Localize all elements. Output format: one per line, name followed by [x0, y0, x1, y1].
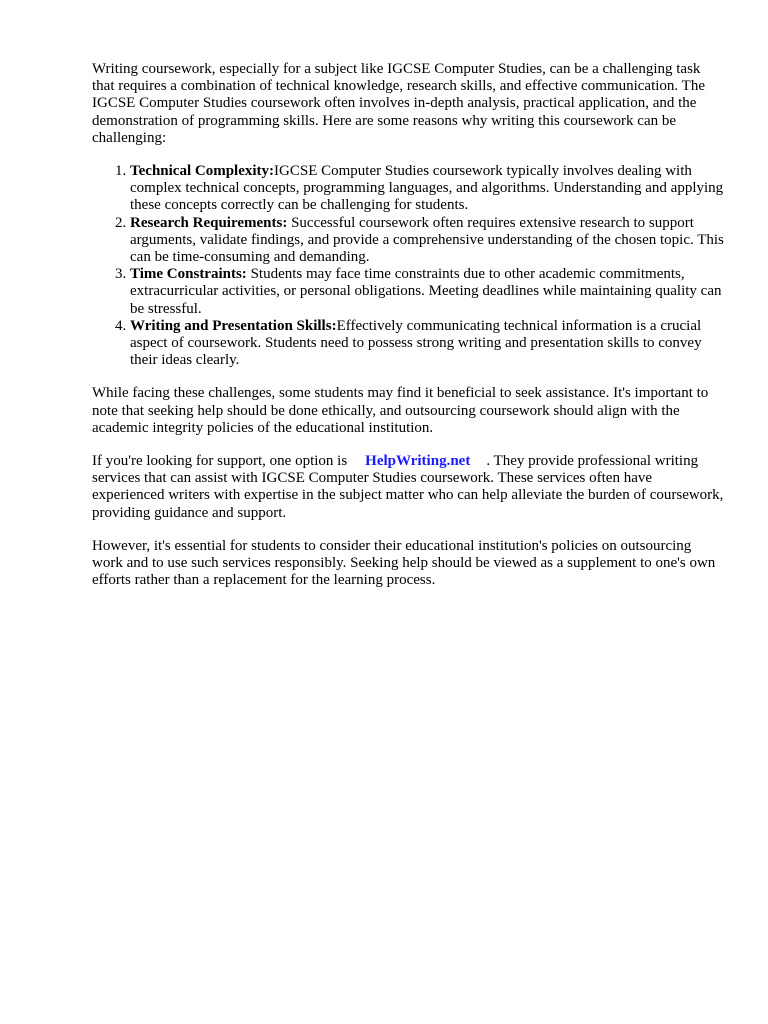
- list-item-text: Students may face time constraints due to other academic commitments, extracurricular activities, or personal obligations. Meeting deadlines while maintaining quality can be stressful.: [130, 266, 722, 317]
- support-text-after: . They provide professional writing services that can assist with IGCSE Computer Studies coursework. These services often have experienced writers with expertise in the subject matter who can help alleviate the burden of coursework, providing guidance and support.: [92, 453, 724, 521]
- list-item: [130, 215, 724, 267]
- list-item-term: Writing and Presentation Skills:: [130, 317, 337, 334]
- reasons-list: [92, 163, 724, 369]
- list-item-term: Technical Complexity:: [130, 163, 275, 180]
- document-body: [92, 61, 724, 605]
- list-item: [130, 163, 724, 215]
- list-item-text: Effectively communicating technical information is a crucial aspect of coursework. Students need to possess strong writing and presentation skills to convey their ideas clearly.: [130, 317, 702, 369]
- list-item-term: Time Constraints:: [130, 266, 247, 283]
- list-item-term: Research Requirements:: [130, 214, 288, 231]
- list-item-text: Successful coursework often requires extensive research to support arguments, validate findings, and provide a comprehensive understanding of the chosen topic. This can be time-consuming and demanding.: [130, 214, 724, 266]
- assistance-paragraph: While facing these challenges, some students may find it beneficial to seek assistance. It's important to note that seeking help should be done ethically, and outsourcing coursework should align with the academic integrity policies of the educational institution.: [92, 385, 709, 436]
- list-item: [130, 266, 724, 318]
- support-text-before: If you're looking for support, one option is: [92, 453, 348, 470]
- support-paragraph: [92, 453, 724, 522]
- list-item-text: IGCSE Computer Studies coursework typically involves dealing with complex technical concepts, programming languages, and algorithms. Understanding and applying these concepts correctly can be challenging for students.: [130, 163, 724, 214]
- helpwriting-link[interactable]: HelpWriting.net: [365, 453, 471, 470]
- list-item: [130, 318, 724, 370]
- intro-paragraph: Writing coursework, especially for a subject like IGCSE Computer Studies, can be a challenging task that requires a combination of technical knowledge, research skills, and effective communication. The IGCSE Computer Studies coursework often involves in-depth analysis, practical application, and the demonstration of programming skills. Here are some reasons why writing this coursework can be challenging:: [92, 61, 705, 146]
- closing-paragraph: However, it's essential for students to consider their educational institution's policies on outsourcing work and to use such services responsibly. Seeking help should be viewed as a supplement to one's own efforts rather than a replacement for the learning process.: [92, 537, 716, 589]
